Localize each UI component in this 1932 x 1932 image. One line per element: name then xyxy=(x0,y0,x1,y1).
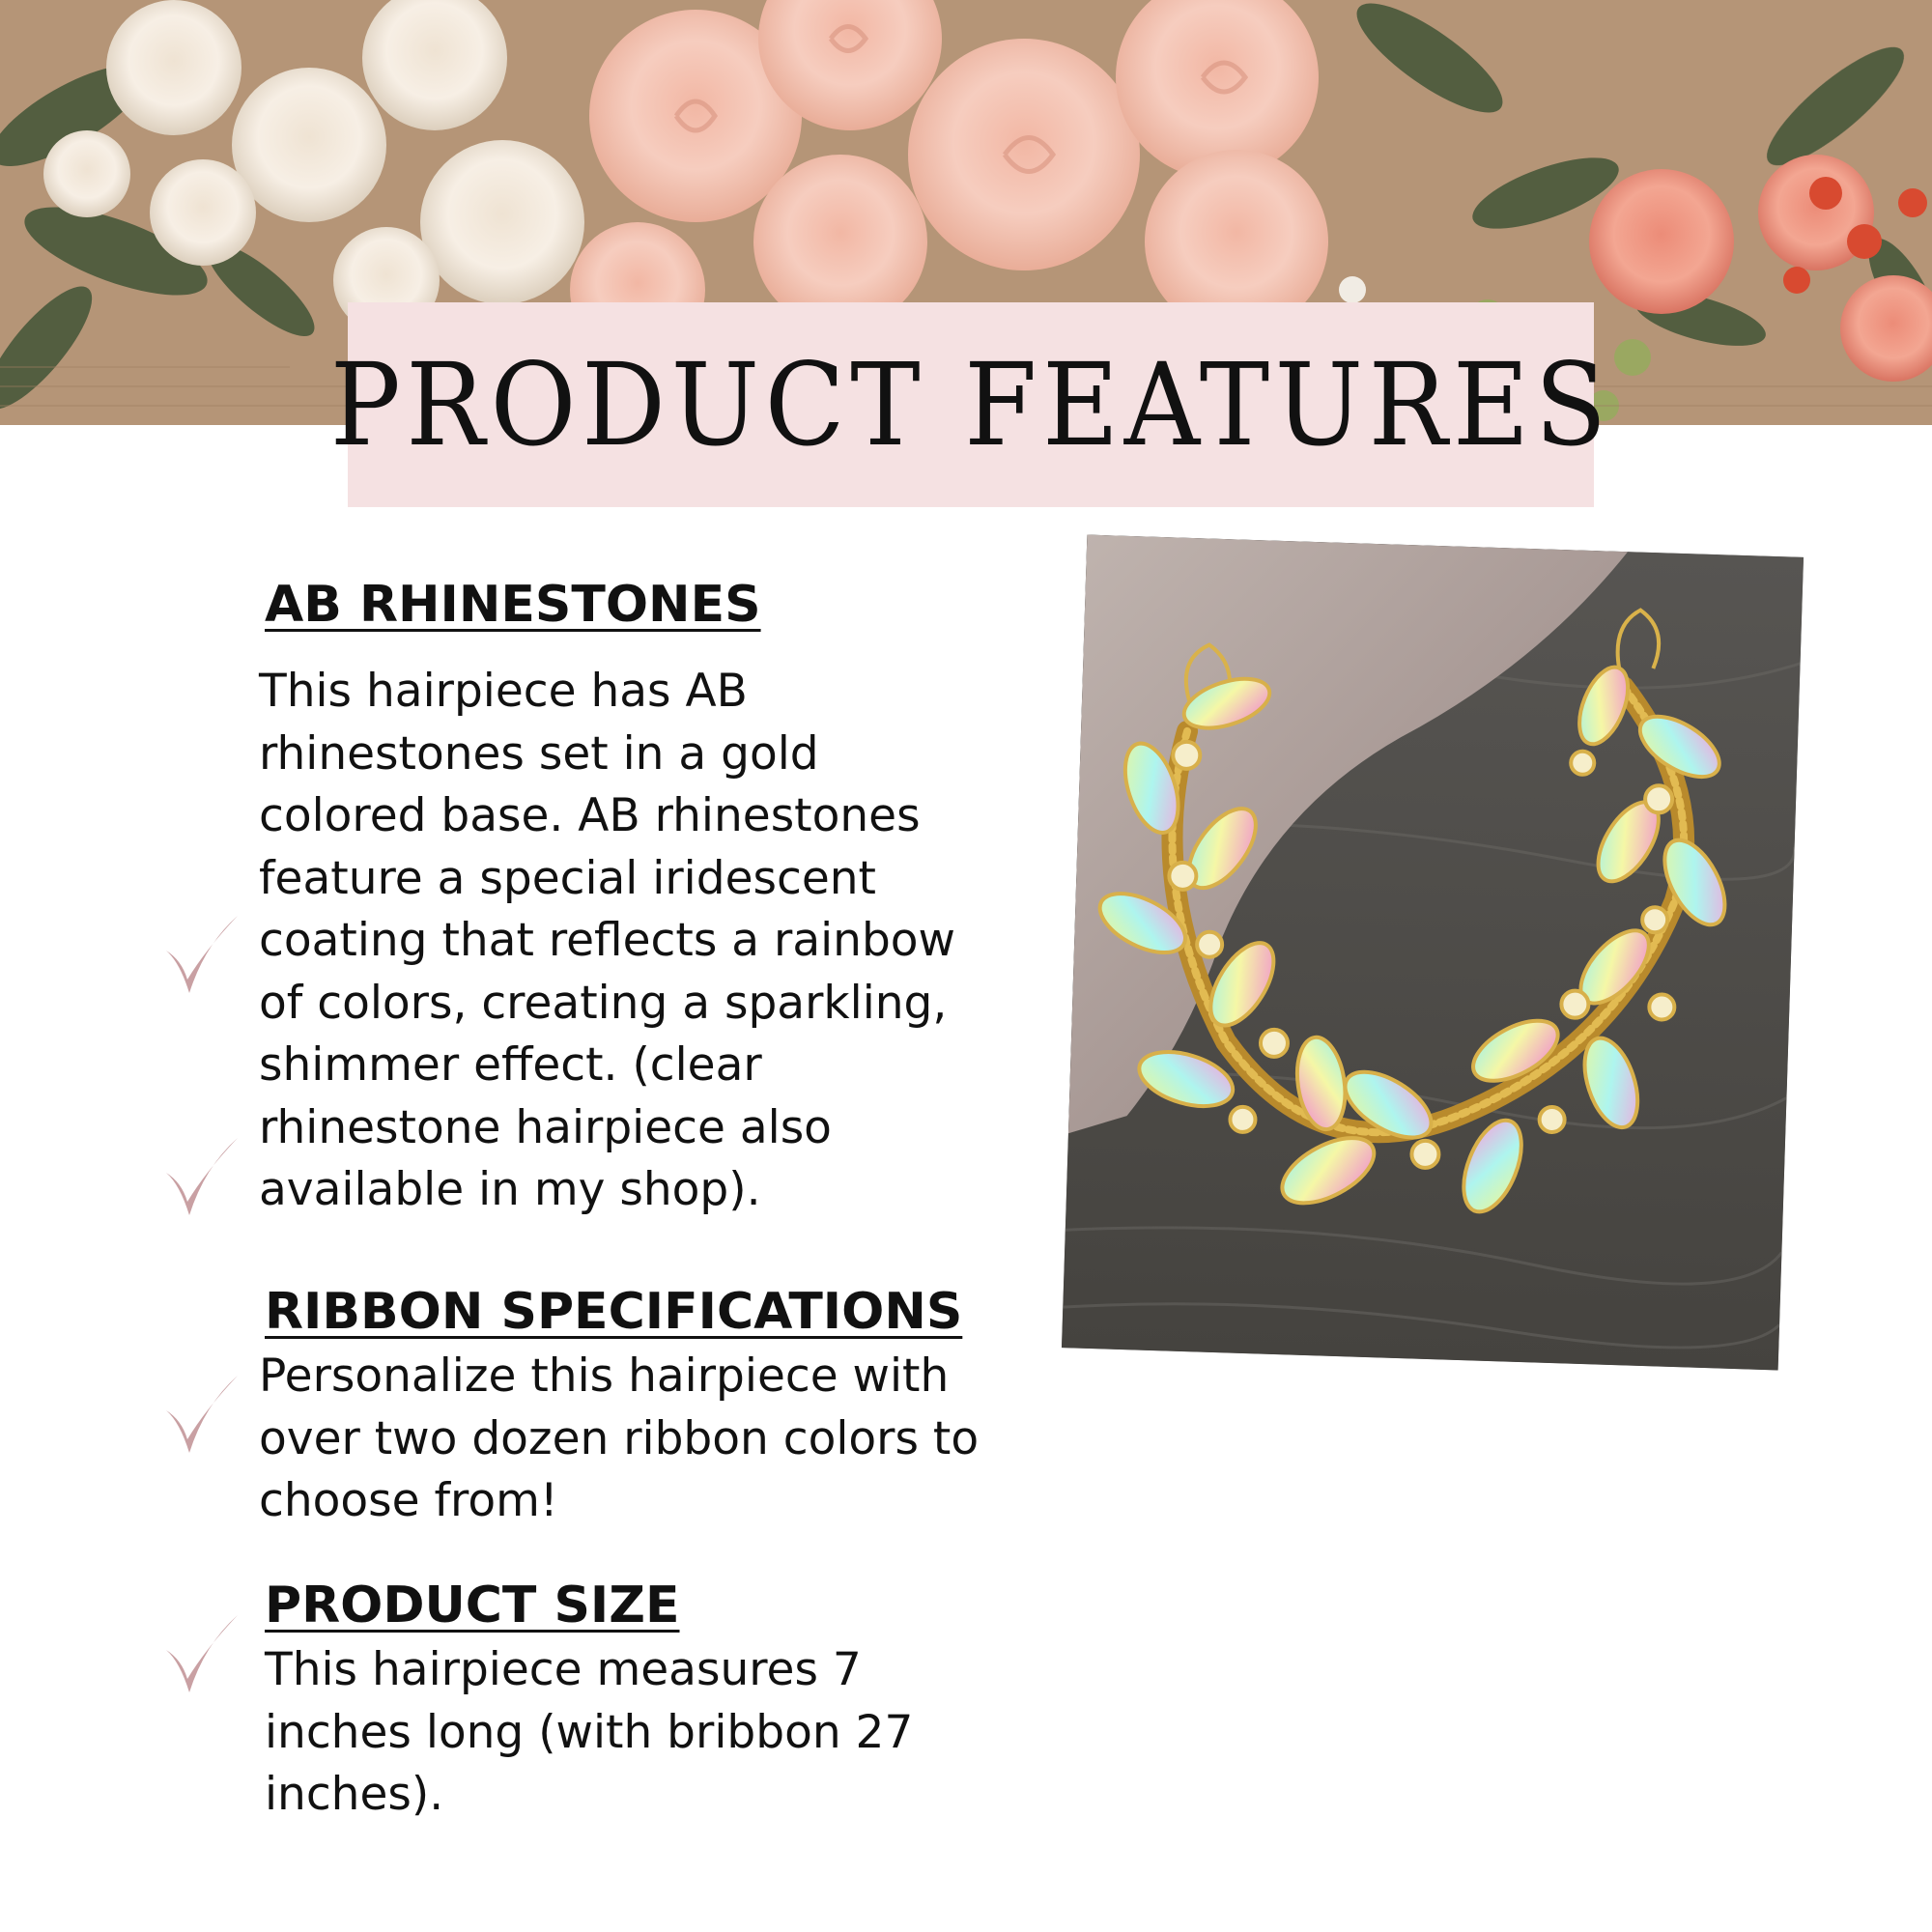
feature-heading-ab-rhinestones: AB RHINESTONES xyxy=(265,576,761,634)
feature-body-ab-rhinestones: This hairpiece has AB rhinestones set in a gold colored base. AB rhinestones feature a special iridescent coating that reflects a rainbow of colors, creating a sparkling, shimmer effect. (clear rhinestone hairpiece also available in my shop). xyxy=(259,665,955,1216)
checkmark-icon xyxy=(162,1611,240,1698)
checkmark-icon xyxy=(162,1134,240,1221)
checkmark-icon xyxy=(162,912,240,999)
feature-heading-product-size: PRODUCT SIZE xyxy=(265,1577,680,1634)
feature-heading-ribbon-specifications: RIBBON SPECIFICATIONS xyxy=(265,1283,963,1341)
page-title: PRODUCT FEATURES xyxy=(329,338,1612,471)
feature-body-ribbon-specifications: Personalize this hairpiece with over two dozen ribbon colors to choose from! xyxy=(259,1350,980,1527)
feature-body-product-size: This hairpiece measures 7 inches long (with bribbon 27 inches). xyxy=(265,1643,914,1821)
checkmark-icon xyxy=(162,1372,240,1459)
rhinestone-hairpiece-photo xyxy=(1062,535,1804,1371)
title-box xyxy=(329,302,1612,507)
